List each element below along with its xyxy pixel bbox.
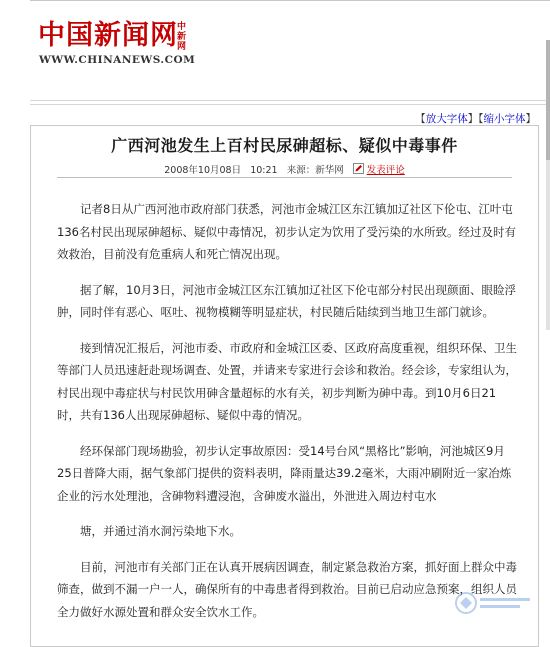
article-body [57, 198, 518, 636]
article-paragraph: 据了解，10月3日，河池市金城江区东江镇加辽社区下伦屯部分村民出现颜面、眼睑浮肿，同时伴有恶心、呕吐、视物模糊等明显症状，村民随后陆续到当地卫生部门就诊。 [57, 282, 516, 319]
scrollbar-thumb[interactable] [546, 40, 550, 160]
font-size-controls [415, 111, 536, 126]
article-paragraph: 记者8日从广西河池市政府部门获悉，河池市金城江区东江镇加辽社区下伦屯、江叶屯136名村民出现尿砷超标、疑似中毒情况，初步认定为饮用了受污染的水所致。经过及时有效救治，目前没有危重病人和死亡情况出现。 [57, 202, 516, 261]
article-paragraph: 目前，河池市有关部门正在认真开展病因调查，制定紧急救治方案，抓好面上群众中毒筛查，做到不漏一户一人，确保所有的中毒患者得到救治。目前已启动应急预案，组织人员全力做好水源处置和群众安全饮水工作。 [57, 559, 517, 619]
meta-divider [57, 177, 512, 178]
article-title: 广西河池发生上百村民尿砷超标、疑似中毒事件 [111, 136, 458, 155]
post-comment-link[interactable]: 发表评论 [366, 165, 405, 176]
logo-text: 中国新闻网 [38, 20, 178, 51]
bracket: 】【 [467, 113, 484, 125]
article-paragraph: 接到情况汇报后，河池市委、市政府和金城江区委、区政府高度重视，组织环保、卫生等部门人员迅速赶赴现场调查、处置，并请来专家进行会诊和救治。经会诊，专家组认为，村民出现中毒症状与村民饮用砷含量超标的水有关，初步判断为砷中毒。到10月6日21时，共有136人出现尿砷超标、疑似中毒的情况。 [57, 340, 517, 422]
article-container [30, 125, 539, 647]
header-divider [30, 100, 550, 101]
article-paragraph: 经环保部门现场勘验，初步认定事故原因：受14号台风“黑格比”影响，河池城区9月25日普降大雨，据气象部门提供的资料表明，降雨量达39.2毫米，大雨冲刷附近一家冶炼企业的污水处理池，含砷物料遭浸泡，含砷废水溢出，外泄进入周边村屯水 [57, 443, 512, 503]
article-source: 来源：新华网 [286, 165, 344, 176]
shrink-font-link[interactable]: 缩小字体 [483, 113, 526, 125]
article-paragraph: 塘，并通过消水洞污染地下水。 [80, 524, 241, 538]
logo-side-text: 中新网 [177, 22, 187, 52]
publish-date: 2008年10月08日 [164, 165, 242, 176]
enlarge-font-link[interactable]: 放大字体 [425, 113, 468, 125]
top-border [30, 0, 550, 1]
bracket: 】 [525, 113, 536, 125]
publish-time: 10:21 [250, 165, 278, 176]
watermark-logo [454, 588, 534, 618]
logo-url: WWW.CHINANEWS.COM [39, 54, 196, 66]
header-divider-secondary [30, 104, 550, 105]
pencil-icon [353, 163, 364, 177]
site-logo[interactable] [38, 20, 198, 70]
bracket: 【 [415, 113, 426, 125]
article-meta [31, 162, 538, 177]
